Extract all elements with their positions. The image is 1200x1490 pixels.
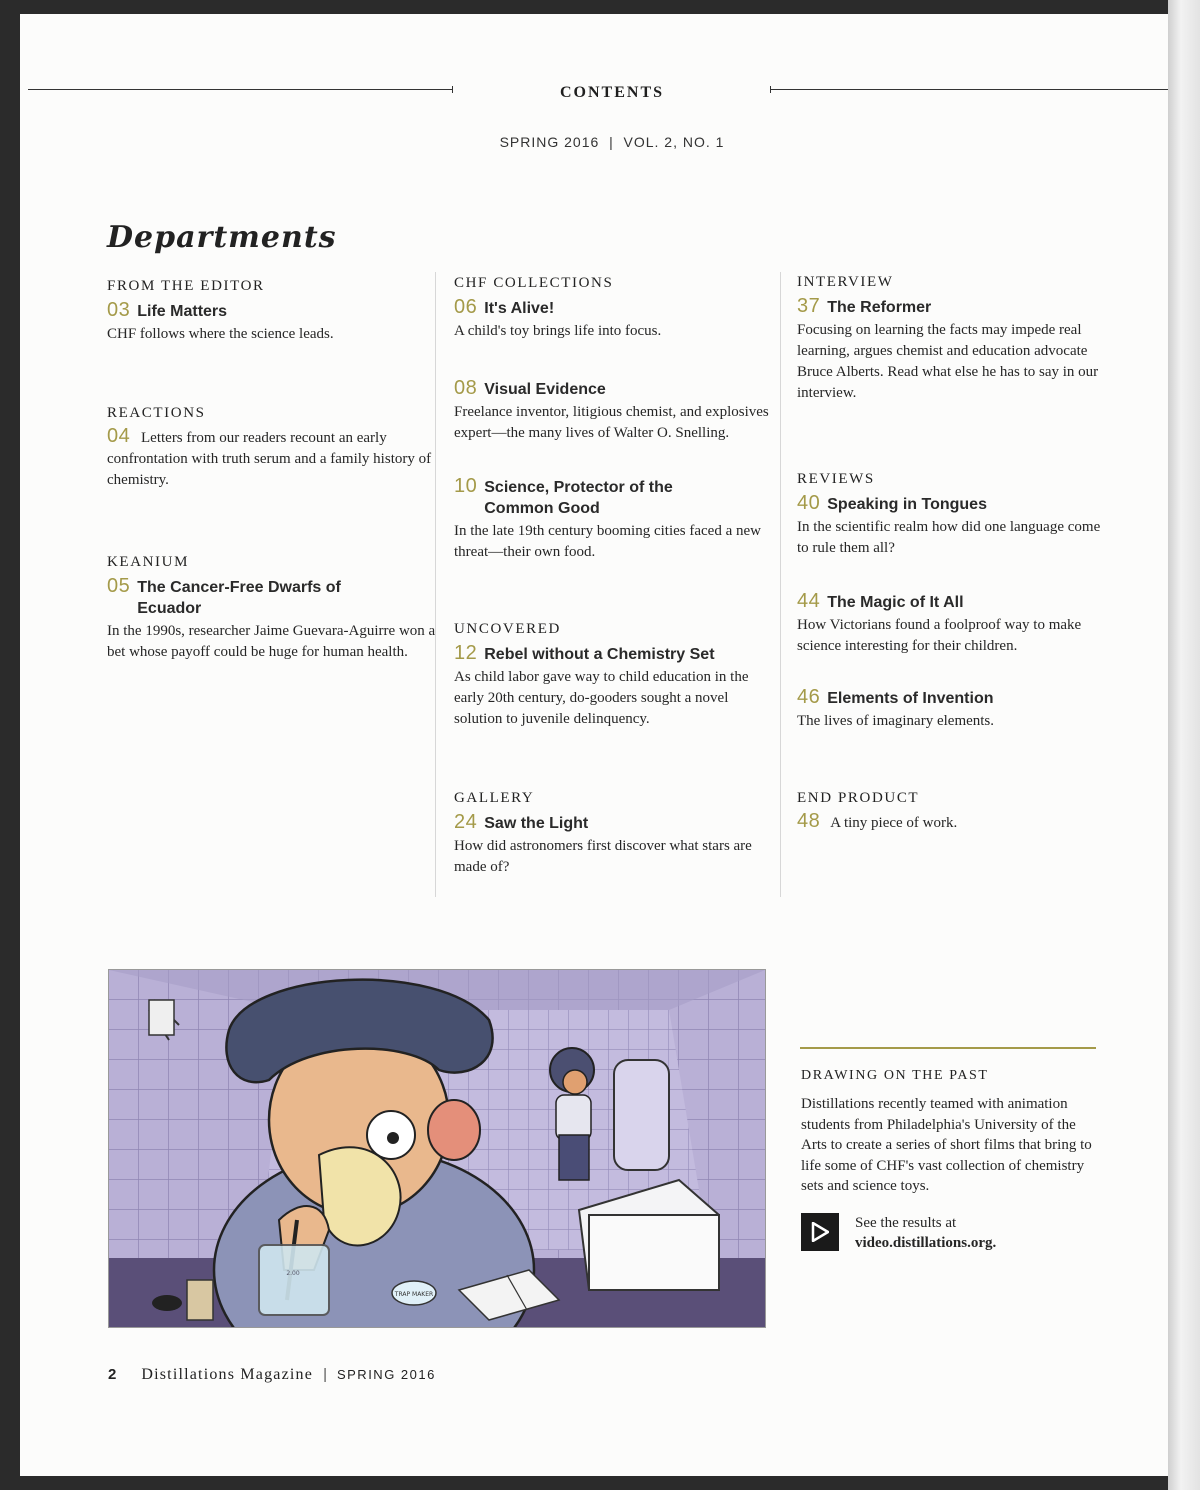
footer-season: SPRING 2016 xyxy=(336,1367,436,1382)
toc-entry[interactable] xyxy=(797,811,1107,834)
issue-line: SPRING 2016 | VOL. 2, NO. 1 xyxy=(499,134,725,150)
page-number: 04 xyxy=(107,425,131,447)
entry-title: It's Alive! xyxy=(484,300,555,317)
toc-entry[interactable] xyxy=(454,377,774,400)
entry-title: The Cancer-Free Dwarfs of Ecuador xyxy=(137,579,341,617)
section-label: GALLERY xyxy=(454,790,535,806)
section-label: FROM THE EDITOR xyxy=(107,278,265,294)
video-link[interactable]: video.distillations.org. xyxy=(855,1235,997,1251)
page-number: 48 xyxy=(797,810,821,832)
page-number: 10 xyxy=(454,475,478,497)
section-reviews xyxy=(797,471,1107,559)
page-footer xyxy=(108,1366,436,1384)
section-keanium xyxy=(107,554,437,663)
play-button[interactable] xyxy=(801,1213,839,1251)
section-reviews-3 xyxy=(797,686,1107,732)
entry-title: Visual Evidence xyxy=(484,381,606,398)
play-icon xyxy=(811,1222,829,1242)
section-gallery xyxy=(454,790,774,878)
entry-description: As child labor gave way to child education in the early 20th century, do-gooders sought a novel solution to juvenile delinquency. xyxy=(454,669,749,727)
entry-description: How did astronomers first discover what stars are made of? xyxy=(454,838,752,875)
beaker-mark: 2.00 xyxy=(286,1270,300,1277)
section-reactions xyxy=(107,405,437,491)
toc-entry[interactable] xyxy=(797,590,1107,613)
toc-entry[interactable] xyxy=(454,642,774,665)
footer-page-number: 2 xyxy=(108,1366,117,1383)
magazine-page xyxy=(20,14,1184,1476)
footer-separator: | xyxy=(323,1366,327,1383)
section-label: END PRODUCT xyxy=(797,790,920,806)
jar-label: TRAP MAKER xyxy=(394,1291,434,1298)
page-spine xyxy=(1168,0,1200,1490)
page-number: 44 xyxy=(797,590,821,612)
gold-rule xyxy=(800,1047,1096,1049)
entry-title: Science, Protector of the Common Good xyxy=(484,479,673,517)
entry-description: Letters from our readers recount an early confrontation with truth serum and a family history of chemistry. xyxy=(107,430,432,488)
section-label: REVIEWS xyxy=(797,471,875,487)
section-label: CHF COLLECTIONS xyxy=(454,275,614,291)
toc-entry[interactable] xyxy=(797,295,1107,318)
toc-entry[interactable] xyxy=(107,299,437,322)
section-label: INTERVIEW xyxy=(797,274,894,290)
section-label: KEANIUM xyxy=(107,554,190,570)
section-label: REACTIONS xyxy=(107,405,206,421)
section-chf-collections-3 xyxy=(454,475,774,563)
entry-title: Saw the Light xyxy=(484,815,589,832)
entry-description: A child's toy brings life into focus. xyxy=(454,323,662,339)
entry-description: How Victorians found a foolproof way to make science interesting for their children. xyxy=(797,617,1082,654)
toc-entry[interactable] xyxy=(107,575,437,619)
page-number: 37 xyxy=(797,295,821,317)
section-from-the-editor xyxy=(107,278,437,345)
page-number: 05 xyxy=(107,575,131,597)
toc-entry[interactable] xyxy=(454,811,774,834)
see-results xyxy=(855,1213,996,1253)
cartoon-illustration xyxy=(108,969,766,1328)
entry-description: In the late 19th century booming cities faced a new threat—their own food. xyxy=(454,523,761,560)
page-number: 24 xyxy=(454,811,478,833)
footer-magazine-name: Distillations Magazine xyxy=(141,1366,314,1383)
entry-title: Elements of Invention xyxy=(827,690,994,707)
entry-description: Focusing on learning the facts may impede real learning, argues chemist and education advocate Bruce Alberts. Read what else he has to say in our interview. xyxy=(797,322,1099,401)
contents-title: CONTENTS xyxy=(559,84,665,101)
entry-description: In the 1990s, researcher Jaime Guevara-Aguirre won a bet whose payoff could be huge for human health. xyxy=(107,623,436,660)
entry-title: Rebel without a Chemistry Set xyxy=(484,646,715,663)
toc-entry[interactable] xyxy=(454,475,774,519)
entry-title: Life Matters xyxy=(137,303,228,320)
section-uncovered xyxy=(454,621,774,730)
entry-description: The lives of imaginary elements. xyxy=(797,713,995,729)
entry-description: A tiny piece of work. xyxy=(830,815,958,831)
toc-entry[interactable] xyxy=(797,492,1107,515)
entry-description: In the scientific realm how did one language come to rule them all? xyxy=(797,519,1101,556)
drawing-label: DRAWING ON THE PAST xyxy=(801,1068,989,1083)
page-number: 06 xyxy=(454,296,478,318)
entry-title: The Reformer xyxy=(827,299,932,316)
see-results-text: See the results at xyxy=(855,1215,957,1231)
toc-entry[interactable] xyxy=(107,426,437,491)
drawing-body: Distillations recently teamed with animation students from Philadelphia's University of the Arts to create a series of short films that bring to life some of CHF's vast collection of chemistry sets and science toys. xyxy=(801,1096,1092,1194)
page-number: 12 xyxy=(454,642,478,664)
cartoon-drawing xyxy=(109,970,765,1327)
entry-title: Speaking in Tongues xyxy=(827,496,987,513)
toc-entry[interactable] xyxy=(454,296,774,319)
section-end-product xyxy=(797,790,1107,834)
entry-description: CHF follows where the science leads. xyxy=(107,326,334,342)
page-number: 08 xyxy=(454,377,478,399)
page-number: 40 xyxy=(797,492,821,514)
section-reviews-2 xyxy=(797,590,1107,657)
departments-heading: Departments xyxy=(107,220,337,255)
section-chf-collections xyxy=(454,275,774,342)
section-interview xyxy=(797,274,1107,404)
section-label: UNCOVERED xyxy=(454,621,561,637)
toc-entry[interactable] xyxy=(797,686,1107,709)
page-number: 03 xyxy=(107,299,131,321)
entry-title: The Magic of It All xyxy=(827,594,964,611)
entry-description: Freelance inventor, litigious chemist, and explosives expert—the many lives of Walter O. Snelling. xyxy=(454,404,769,441)
column-divider xyxy=(780,272,781,897)
page-number: 46 xyxy=(797,686,821,708)
section-chf-collections-2 xyxy=(454,377,774,444)
